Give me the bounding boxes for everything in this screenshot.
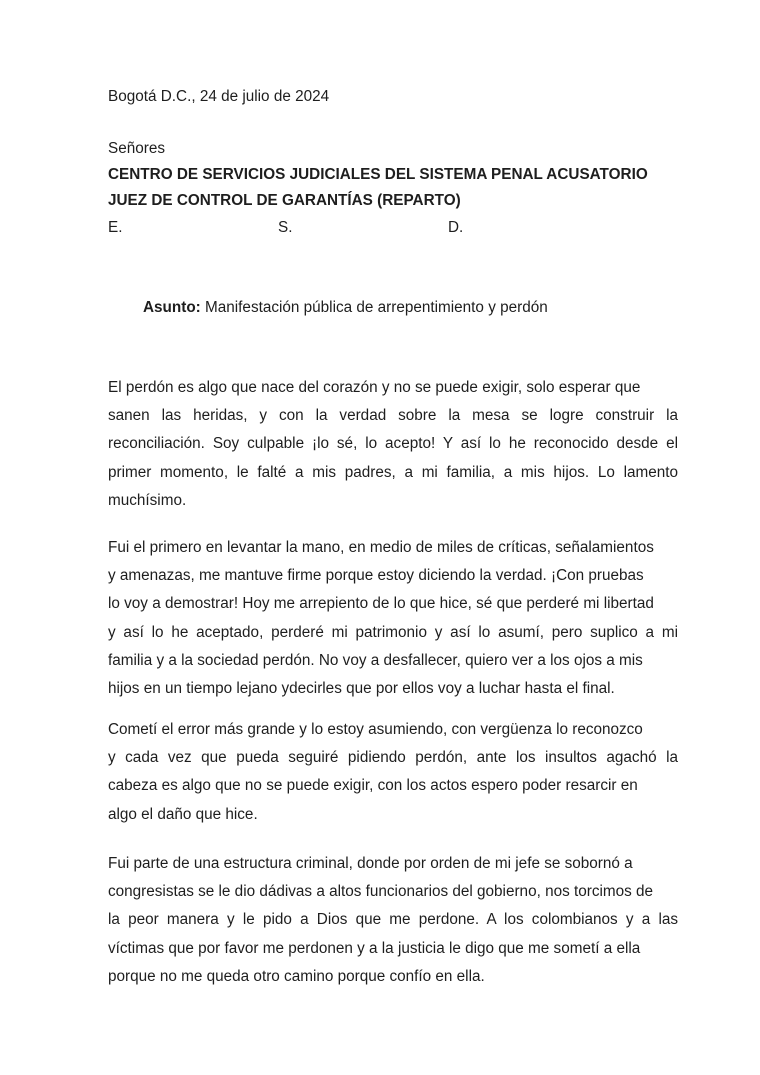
paragraph-line: El perdón es algo que nace del corazón y no se puede exigir, solo esperar que [108, 379, 641, 396]
recipient-org-line1: CENTRO DE SERVICIOS JUDICIALES DEL SISTEMA PENAL ACUSATORIO [108, 166, 648, 184]
paragraph-line: Cometí el error más grande y lo estoy asumiendo, con vergüenza lo reconozco [108, 721, 643, 738]
esd-letter-e: E. [108, 218, 123, 236]
paragraph-line: reconciliación. Soy culpable ¡lo sé, lo acepto! Y así lo he reconocido desde el [108, 435, 678, 453]
paragraph-line: algo el daño que hice. [108, 805, 258, 823]
paragraph-1 [108, 374, 678, 515]
subject-label: Asunto: [143, 299, 201, 316]
paragraph-4 [108, 850, 678, 991]
paragraph-line: sanen las heridas, y con la verdad sobre la mesa se logre construir la [108, 407, 678, 425]
paragraph-line: víctimas que por favor me perdonen y a la justicia le digo que me sometí a ella [108, 939, 641, 957]
paragraph-line: congresistas se le dio dádivas a altos funcionarios del gobierno, nos torcimos de [108, 883, 654, 901]
date-line: Bogotá D.C., 24 de julio de 2024 [108, 88, 330, 105]
paragraph-line: porque no me queda otro camino porque confío en ella. [108, 967, 485, 985]
paragraph-line: familia y a la sociedad perdón. No voy a desfallecer, quiero ver a los ojos a mis [108, 651, 643, 669]
paragraph-line: y amenazas, me mantuve firme porque estoy diciendo la verdad. ¡Con pruebas [108, 567, 644, 585]
paragraph-2 [108, 534, 678, 703]
recipient-block [108, 136, 648, 241]
esd-letter-d: D. [448, 218, 464, 236]
subject-line [143, 295, 548, 321]
paragraph-line: la peor manera y le pido a Dios que me perdone. A los colombianos y a las [108, 911, 678, 929]
subject-text: Manifestación pública de arrepentimiento y perdón [205, 299, 548, 316]
paragraph-line: y así lo he aceptado, perderé mi patrimonio y así lo asumí, pero suplico a mi [108, 623, 678, 641]
paragraph-line: muchísimo. [108, 491, 187, 509]
recipient-salutation: Señores [108, 140, 165, 157]
paragraph-line: cabeza es algo que no se puede exigir, con los actos espero poder resarcir en [108, 777, 638, 795]
paragraph-line: primer momento, le falté a mis padres, a mi familia, a mis hijos. Lo lamento [108, 463, 678, 481]
esd-letter-s: S. [278, 218, 293, 236]
paragraph-line: y cada vez que pueda seguiré pidiendo perdón, ante los insultos agachó la [108, 749, 678, 767]
recipient-org-line2: JUEZ DE CONTROL DE GARANTÍAS (REPARTO) [108, 192, 461, 210]
paragraph-3 [108, 716, 678, 829]
esd-row [108, 215, 588, 241]
paragraph-line: lo voy a demostrar! Hoy me arrepiento de lo que hice, sé que perderé mi libertad [108, 595, 654, 613]
paragraph-line: Fui el primero en levantar la mano, en medio de miles de críticas, señalamientos [108, 539, 654, 556]
paragraph-line: Fui parte de una estructura criminal, donde por orden de mi jefe se sobornó a [108, 855, 633, 872]
paragraph-line: hijos en un tiempo lejano ydecirles que por ellos voy a luchar hasta el final. [108, 680, 615, 698]
